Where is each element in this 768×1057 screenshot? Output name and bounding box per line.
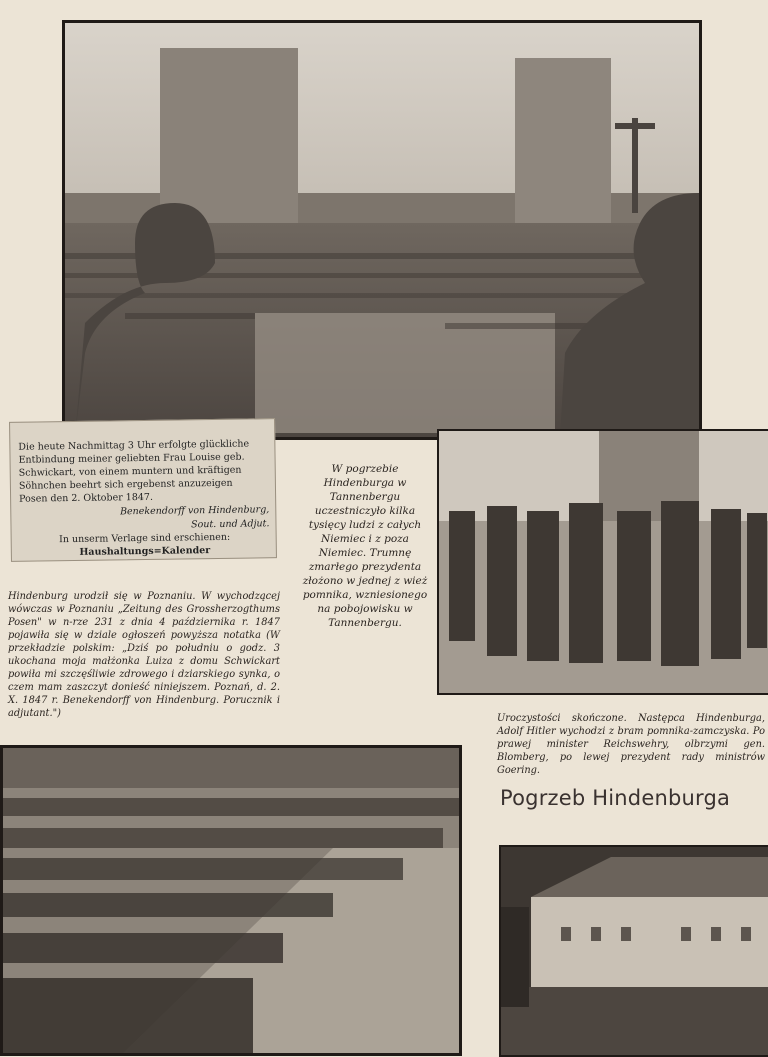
- birth-note: Hindenburg urodził się w Poznaniu. W wychodzącej wówczas w Poznaniu „Zeitung des Grossherzogthums Posen" w n-rze 231 z dnia 4 października r. 1847 pojawiła się w dziale ogłoszeń powyższa notatka (W przekładzie polskim: „Dziś po południu o godz. 3 ukochana moja małżonka Luiza z domu Schwickart powiła mi szczęśliwie zdrowego i dziarskiego synka, o czem mam zaszczyt donieść niniejszem. Poznań, d. 2. X. 1847 r. Benekendorff von Hindenburg. Porucznik i adjutant."): [8, 591, 280, 719]
- clipping-line: Söhnchen beehrt sich ergebenst anzuzeigen: [18, 477, 233, 492]
- castle-photo-drawing: [501, 847, 768, 1055]
- clipping-publisher: In unserm Verlage sind erschienen:: [59, 531, 231, 546]
- castle-photo: [499, 845, 768, 1057]
- clipping-line: Posen den 2. Oktober 1847.: [19, 491, 154, 505]
- birth-announcement-clipping: [9, 418, 277, 562]
- funeral-note: W pogrzebie Hindenburga w Tannenbergu uczestniczyło kilka tysięcy ludzi z całych Niemiec i z poza Niemiec. Trumnę zmarłego prezydenta złożono w jednej z wież pomnika, wzniesionego na pobojowisku w Tannenbergu.: [302, 463, 428, 629]
- clipping-line: Die heute Nachmittag 3 Uhr erfolgte glückliche: [18, 438, 250, 453]
- tannenberg-photo-drawing: [65, 23, 699, 437]
- cross: [632, 118, 638, 213]
- parade-photo-drawing: [3, 748, 459, 1053]
- hitler-photo-drawing: [439, 431, 768, 693]
- hitler-caption: Uroczystości skończone. Następca Hindenburga, Adolf Hitler wychodzi z bram pomnika-zamczyska. Po prawej minister Reichswehry, olbrzymi gen. Blomberg, po lewej prezydent rady ministrów Goering.: [497, 713, 765, 776]
- tannenberg-ceremony-photo: [62, 20, 702, 440]
- clipping-line: Schwickart, von einem muntern und kräftigen: [18, 464, 242, 479]
- page-title: Pogrzeb Hindenburga: [500, 786, 731, 810]
- right-tower: [515, 58, 611, 233]
- hitler-leaving-photo: [437, 429, 768, 695]
- clipping-book: Haushaltungs=Kalender: [79, 545, 211, 558]
- clipping-rank: Sout. und Adjut.: [191, 518, 270, 531]
- clipping-line: Entbindung meiner geliebten Frau Louise geb.: [18, 451, 245, 466]
- parade-photo: [0, 745, 462, 1056]
- clipping-signature: Benekendorff von Hindenburg,: [119, 504, 270, 518]
